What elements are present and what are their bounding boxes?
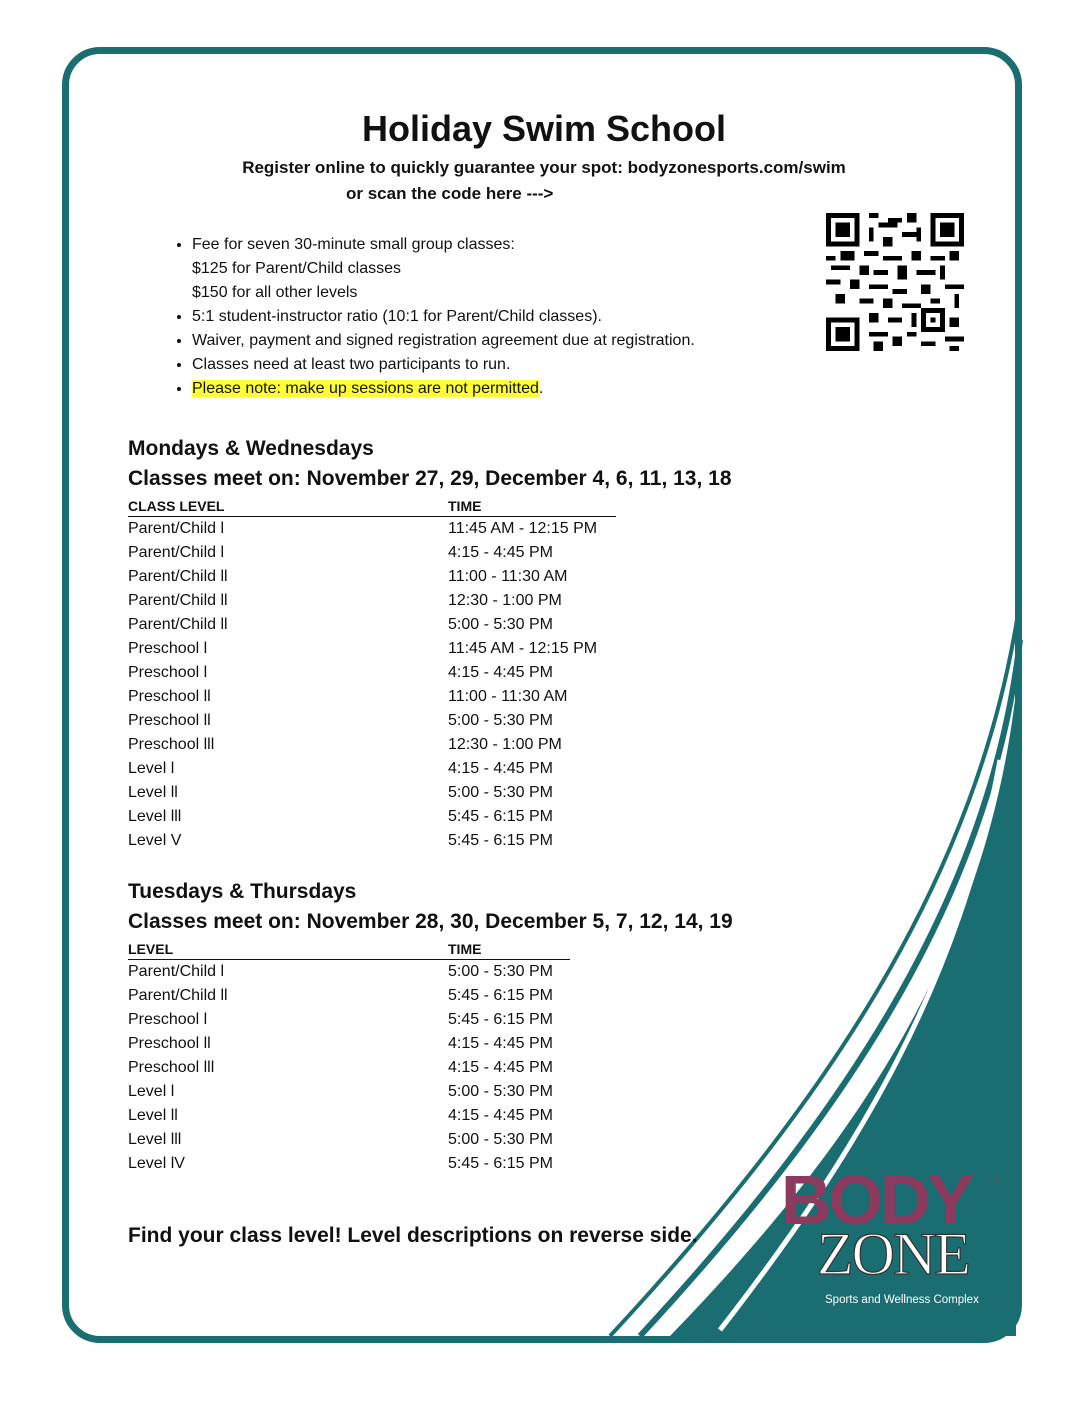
register-line: Register online to quickly guarantee your spot: bodyzonesports.com/swim <box>242 158 846 177</box>
highlighted-note: Please note: make up sessions are not permitted <box>192 380 539 397</box>
table-header-row <box>128 496 616 517</box>
table-row <box>128 960 570 985</box>
time-cell: 5:00 - 5:30 PM <box>448 1083 553 1100</box>
svg-text:Sports and Wellness Complex: Sports and Wellness Complex <box>825 1294 979 1306</box>
table-row <box>128 757 616 781</box>
table-row <box>128 613 616 637</box>
list-item: • Waiver, payment and signed registration agreement due at registration. <box>192 329 832 353</box>
time-cell: 5:00 - 5:30 PM <box>448 712 553 729</box>
time-cell: 11:00 - 11:30 AM <box>448 688 568 705</box>
time-cell: 5:45 - 6:15 PM <box>448 1155 553 1172</box>
list-item: • 5:1 student-instructor ratio (10:1 for Parent/Child classes). <box>192 305 832 329</box>
time-cell: 5:00 - 5:30 PM <box>448 616 553 633</box>
time-cell: 5:45 - 6:15 PM <box>448 1011 553 1028</box>
time-cell: 4:15 - 4:45 PM <box>448 1059 553 1076</box>
time-cell: 4:15 - 4:45 PM <box>448 1035 553 1052</box>
class-level-cell: Preschool lll <box>128 736 215 753</box>
table-row <box>128 565 616 589</box>
class-level-cell: Parent/Child ll <box>128 568 228 585</box>
class-level-cell: Level ll <box>128 1107 178 1124</box>
time-cell: 11:00 - 11:30 AM <box>448 568 568 585</box>
table-row <box>128 541 616 565</box>
class-level-cell: Level l <box>128 1083 175 1100</box>
class-level-cell: Parent/Child l <box>128 520 225 537</box>
list-item: • Fee for seven 30-minute small group classes: $125 for Parent/Child classes $150 for all other levels <box>192 233 832 305</box>
time-cell: 4:15 - 4:45 PM <box>448 1107 553 1124</box>
table-row <box>128 709 616 733</box>
class-level-cell: Level V <box>128 832 182 849</box>
time-cell: 5:45 - 6:15 PM <box>448 987 553 1004</box>
table-row <box>128 637 616 661</box>
table-row <box>128 805 616 829</box>
tt-schedule-table <box>128 939 570 1176</box>
time-cell: 5:00 - 5:30 PM <box>448 784 553 801</box>
footer-note: Find your class level! Level descriptions on reverse side. <box>128 1224 698 1247</box>
table-row <box>128 1080 570 1104</box>
time-cell: 11:45 AM - 12:15 PM <box>448 520 598 537</box>
time-cell: 12:30 - 1:00 PM <box>448 736 562 753</box>
class-level-cell: Preschool l <box>128 664 208 681</box>
class-level-cell: Parent/Child ll <box>128 592 228 609</box>
table-row <box>128 733 616 757</box>
class-level-cell: Parent/Child ll <box>128 616 228 633</box>
table-row <box>128 1032 570 1056</box>
table-row <box>128 984 570 1008</box>
list-item: • Please note: make up sessions are not permitted. <box>192 377 832 401</box>
table-row <box>128 829 616 853</box>
table-row <box>128 1152 570 1176</box>
svg-text:BODY: BODY <box>781 1162 972 1239</box>
tt-dates: Classes meet on: November 28, 30, December 5, 7, 12, 14, 19 <box>128 910 733 933</box>
time-cell: 5:00 - 5:30 PM <box>448 963 553 980</box>
qr-code-icon[interactable] <box>826 213 964 351</box>
class-level-cell: Preschool l <box>128 640 208 657</box>
mw-schedule-table <box>128 496 616 853</box>
class-level-cell: Preschool ll <box>128 688 211 705</box>
time-cell: 4:15 - 4:45 PM <box>448 664 553 681</box>
time-cell: 4:15 - 4:45 PM <box>448 760 553 777</box>
table-row <box>128 517 616 542</box>
time-cell: 5:45 - 6:15 PM <box>448 808 553 825</box>
table-row <box>128 1008 570 1032</box>
class-level-cell: Parent/Child ll <box>128 987 228 1004</box>
time-cell: 5:00 - 5:30 PM <box>448 1131 553 1148</box>
list-item: • Classes need at least two participants to run. <box>192 353 832 377</box>
table-row <box>128 1056 570 1080</box>
table-row <box>128 589 616 613</box>
class-level-cell: Parent/Child l <box>128 544 225 561</box>
table-row <box>128 781 616 805</box>
svg-text:TM: TM <box>987 1176 1000 1186</box>
table-header-row <box>128 939 570 960</box>
class-level-cell: Level lV <box>128 1155 185 1172</box>
mw-dates: Classes meet on: November 27, 29, December 4, 6, 11, 13, 18 <box>128 467 732 490</box>
class-level-cell: Level ll <box>128 784 178 801</box>
table-row <box>128 685 616 709</box>
fee-details-list <box>128 233 832 401</box>
class-level-cell: Level lll <box>128 808 182 825</box>
col-time: TIME <box>448 496 616 517</box>
time-cell: 12:30 - 1:00 PM <box>448 592 562 609</box>
class-level-cell: Preschool ll <box>128 1035 211 1052</box>
col-time: TIME <box>448 939 570 960</box>
class-level-cell: Level lll <box>128 1131 182 1148</box>
table-row <box>128 1104 570 1128</box>
table-row <box>128 661 616 685</box>
table-row <box>128 1128 570 1152</box>
time-cell: 4:15 - 4:45 PM <box>448 544 553 561</box>
mw-heading: Mondays & Wednesdays <box>128 437 374 460</box>
class-level-cell: Preschool ll <box>128 712 211 729</box>
class-level-cell: Level l <box>128 760 175 777</box>
class-level-cell: Parent/Child l <box>128 963 225 980</box>
bodyzone-logo <box>775 1162 1015 1312</box>
scan-line: or scan the code here ---> <box>346 184 554 203</box>
time-cell: 5:45 - 6:15 PM <box>448 832 553 849</box>
class-level-cell: Preschool lll <box>128 1059 215 1076</box>
class-level-cell: Preschool l <box>128 1011 208 1028</box>
svg-text:ZONE: ZONE <box>817 1221 969 1287</box>
time-cell: 11:45 AM - 12:15 PM <box>448 640 598 657</box>
col-level: LEVEL <box>128 939 448 960</box>
tt-heading: Tuesdays & Thursdays <box>128 880 357 903</box>
page-title: Holiday Swim School <box>361 108 727 149</box>
col-class-level: CLASS LEVEL <box>128 496 448 517</box>
